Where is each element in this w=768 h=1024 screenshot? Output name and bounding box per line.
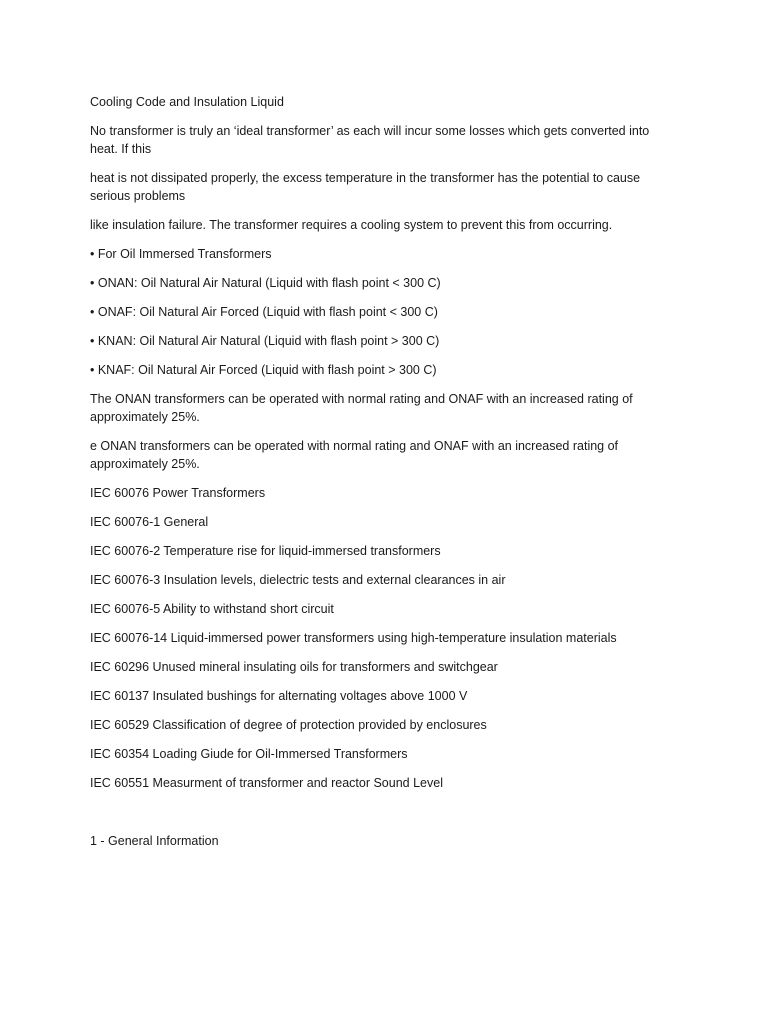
standard-item: IEC 60076-14 Liquid-immersed power transformers using high-temperature insulation materials — [90, 631, 617, 645]
document-heading: Cooling Code and Insulation Liquid — [90, 95, 284, 109]
standard-item: IEC 60076-2 Temperature rise for liquid-immersed transformers — [90, 544, 441, 558]
intro-paragraph-3: like insulation failure. The transformer requires a cooling system to prevent this from occurring. — [90, 218, 613, 232]
standard-item: IEC 60354 Loading Giude for Oil-Immersed Transformers — [90, 747, 408, 761]
note-paragraph-1: The ONAN transformers can be operated with normal rating and ONAF with an increased rating of approximately 25%. — [90, 392, 633, 424]
standard-item: IEC 60076-5 Ability to withstand short circuit — [90, 602, 334, 616]
bullet-item-knaf: • KNAF: Oil Natural Air Forced (Liquid with flash point > 300 C) — [90, 363, 437, 377]
document-body — [90, 93, 680, 861]
standard-item: IEC 60551 Measurment of transformer and reactor Sound Level — [90, 776, 443, 790]
standard-item: IEC 60296 Unused mineral insulating oils for transformers and switchgear — [90, 660, 498, 674]
bullet-item-knan: • KNAN: Oil Natural Air Natural (Liquid with flash point > 300 C) — [90, 334, 440, 348]
intro-paragraph-1: No transformer is truly an ‘ideal transformer’ as each will incur some losses which gets converted into heat. If this — [90, 124, 650, 156]
standard-item: IEC 60076 Power Transformers — [90, 486, 266, 500]
section-spacer — [90, 803, 680, 832]
standard-item: IEC 60529 Classification of degree of protection provided by enclosures — [90, 718, 487, 732]
note-paragraph-2: e ONAN transformers can be operated with normal rating and ONAF with an increased rating of approximately 25%. — [90, 439, 619, 471]
bullet-item-oil-immersed: • For Oil Immersed Transformers — [90, 247, 272, 261]
standard-item: IEC 60076-3 Insulation levels, dielectric tests and external clearances in air — [90, 573, 506, 587]
bullet-item-onaf: • ONAF: Oil Natural Air Forced (Liquid with flash point < 300 C) — [90, 305, 438, 319]
standard-item: IEC 60137 Insulated bushings for alternating voltages above 1000 V — [90, 689, 468, 703]
intro-paragraph-2: heat is not dissipated properly, the excess temperature in the transformer has the potential to cause serious problems — [90, 171, 641, 203]
bullet-item-onan: • ONAN: Oil Natural Air Natural (Liquid with flash point < 300 C) — [90, 276, 441, 290]
section-title: 1 - General Information — [90, 834, 219, 848]
standard-item: IEC 60076-1 General — [90, 515, 209, 529]
